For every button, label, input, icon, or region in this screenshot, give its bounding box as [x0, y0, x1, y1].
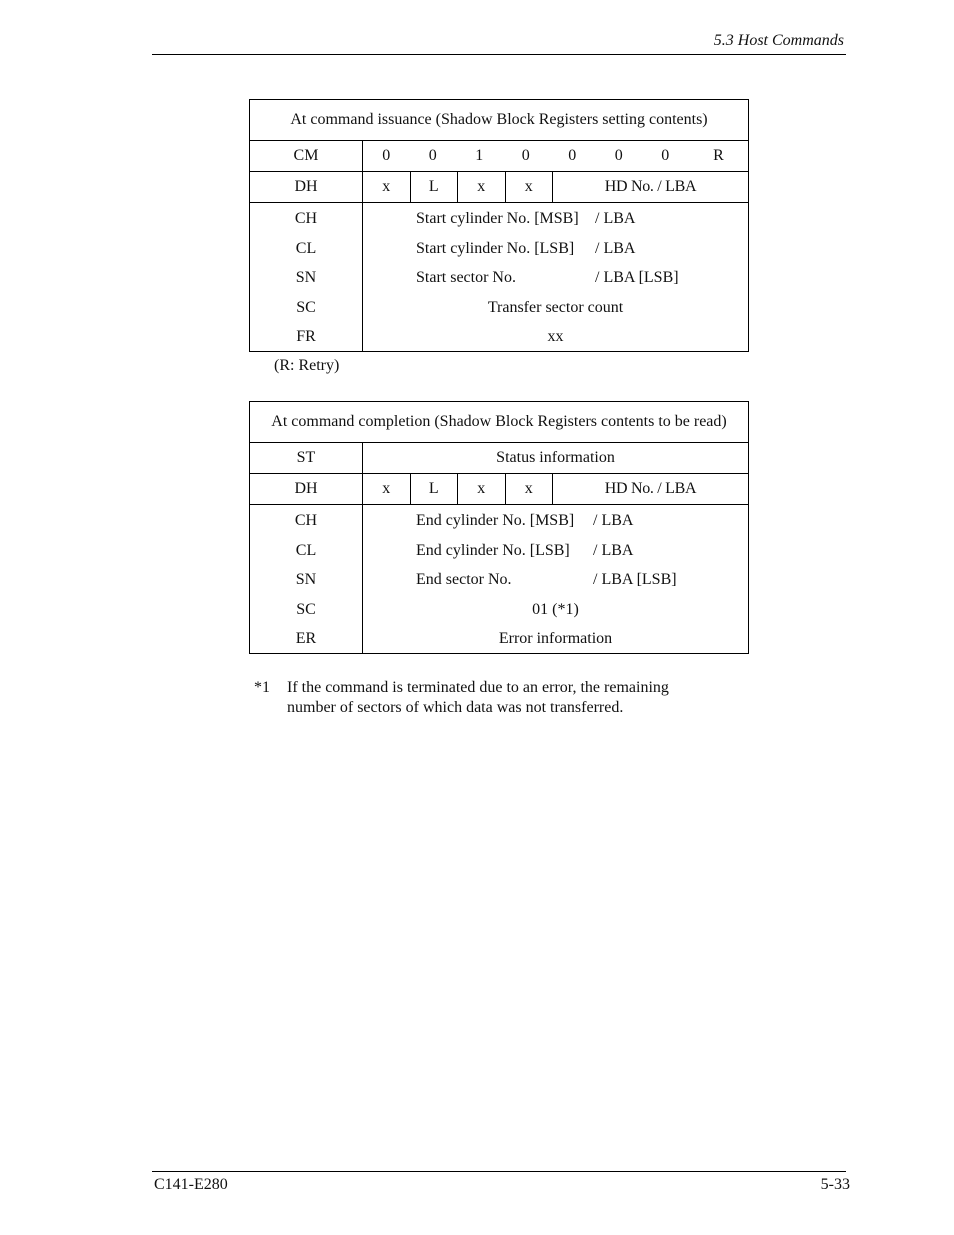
dh-bit: x — [363, 474, 411, 504]
cl-label: CL — [295, 239, 317, 257]
dh-bit: x — [458, 172, 506, 202]
dh-hd-lba: HD No. / LBA — [604, 480, 697, 497]
cm-bit: 0 — [661, 147, 670, 164]
sn-text: Start sector No. — [416, 269, 516, 287]
cl-text: End cylinder No. [LSB] — [416, 541, 570, 559]
dh-bit: x — [458, 474, 506, 504]
dh-row — [250, 172, 748, 203]
address-group — [250, 203, 748, 351]
sn-value — [363, 565, 748, 595]
address-labels — [250, 203, 363, 351]
fr-value: xx — [547, 328, 564, 346]
ch-text: Start cylinder No. [MSB] — [416, 210, 579, 227]
ch-lba: / LBA — [595, 210, 636, 227]
dh-bit: x — [363, 172, 411, 202]
cm-bit: 0 — [614, 147, 623, 164]
ch-value — [363, 506, 748, 536]
page-number: 5-33 — [820, 1176, 850, 1193]
footnote-line-2: number of sectors of which data was not transferred. — [287, 699, 624, 716]
cl-lba: / LBA — [593, 541, 634, 559]
issuance-register-table — [249, 99, 749, 352]
document-id: C141-E280 — [154, 1176, 228, 1193]
sn-lba: / LBA [LSB] — [593, 571, 677, 589]
ch-value — [363, 204, 748, 234]
sc-label: SC — [296, 298, 316, 316]
sn-value — [363, 263, 748, 293]
ch-label: CH — [294, 512, 318, 529]
address-values — [363, 203, 748, 351]
st-value: Status information — [496, 449, 615, 466]
dh-label: DH — [250, 172, 363, 202]
address-group — [250, 505, 748, 653]
cm-bit: 0 — [521, 147, 530, 164]
footnote-line-1: If the command is terminated due to an error, the remaining — [287, 679, 669, 696]
cl-value — [363, 234, 748, 264]
ch-lba: / LBA — [593, 512, 634, 529]
cm-value — [363, 141, 749, 171]
er-value: Error information — [498, 630, 613, 648]
dh-bit: L — [411, 172, 459, 202]
sn-label: SN — [295, 269, 317, 287]
sn-lba: / LBA [LSB] — [595, 269, 679, 287]
cl-label: CL — [295, 541, 317, 559]
er-label: ER — [295, 630, 317, 648]
sc-value: Transfer sector count — [487, 298, 624, 316]
sn-label: SN — [295, 571, 317, 589]
st-label: ST — [250, 443, 363, 473]
address-values — [363, 505, 748, 653]
dh-row — [250, 474, 748, 505]
cm-bit: 0 — [428, 147, 437, 164]
dh-value — [363, 172, 748, 202]
completion-register-table — [249, 401, 749, 654]
dh-bit: x — [506, 474, 554, 504]
ch-label: CH — [294, 210, 318, 227]
cm-bit: 1 — [475, 147, 484, 164]
cl-lba: / LBA — [595, 239, 636, 257]
footnote-marker: *1 — [254, 679, 270, 696]
cm-bit: 0 — [568, 147, 577, 164]
cm-bit: R — [713, 147, 724, 164]
dh-hd-lba: HD No. / LBA — [604, 178, 697, 195]
cl-value — [363, 536, 748, 566]
completion-table-caption: At command completion (Shadow Block Registers contents to be read) — [250, 402, 748, 443]
address-labels — [250, 505, 363, 653]
dh-bit: L — [411, 474, 459, 504]
issuance-table-caption: At command issuance (Shadow Block Registers setting contents) — [250, 100, 748, 141]
dh-value — [363, 474, 748, 504]
header-rule — [152, 54, 846, 55]
section-title: 5.3 Host Commands — [713, 32, 844, 49]
retry-note: (R: Retry) — [274, 357, 340, 374]
st-row — [250, 443, 748, 474]
cm-label: CM — [250, 141, 363, 171]
footer-rule — [152, 1171, 846, 1172]
sn-text: End sector No. — [416, 571, 512, 589]
fr-label: FR — [296, 328, 316, 346]
dh-label: DH — [250, 474, 363, 504]
cm-row — [250, 141, 748, 172]
dh-bit: x — [506, 172, 554, 202]
sc-value: 01 (*1) — [532, 600, 579, 618]
ch-text: End cylinder No. [MSB] — [416, 512, 575, 529]
sc-label: SC — [296, 600, 316, 618]
cl-text: Start cylinder No. [LSB] — [416, 239, 575, 257]
cm-bit: 0 — [382, 147, 391, 164]
